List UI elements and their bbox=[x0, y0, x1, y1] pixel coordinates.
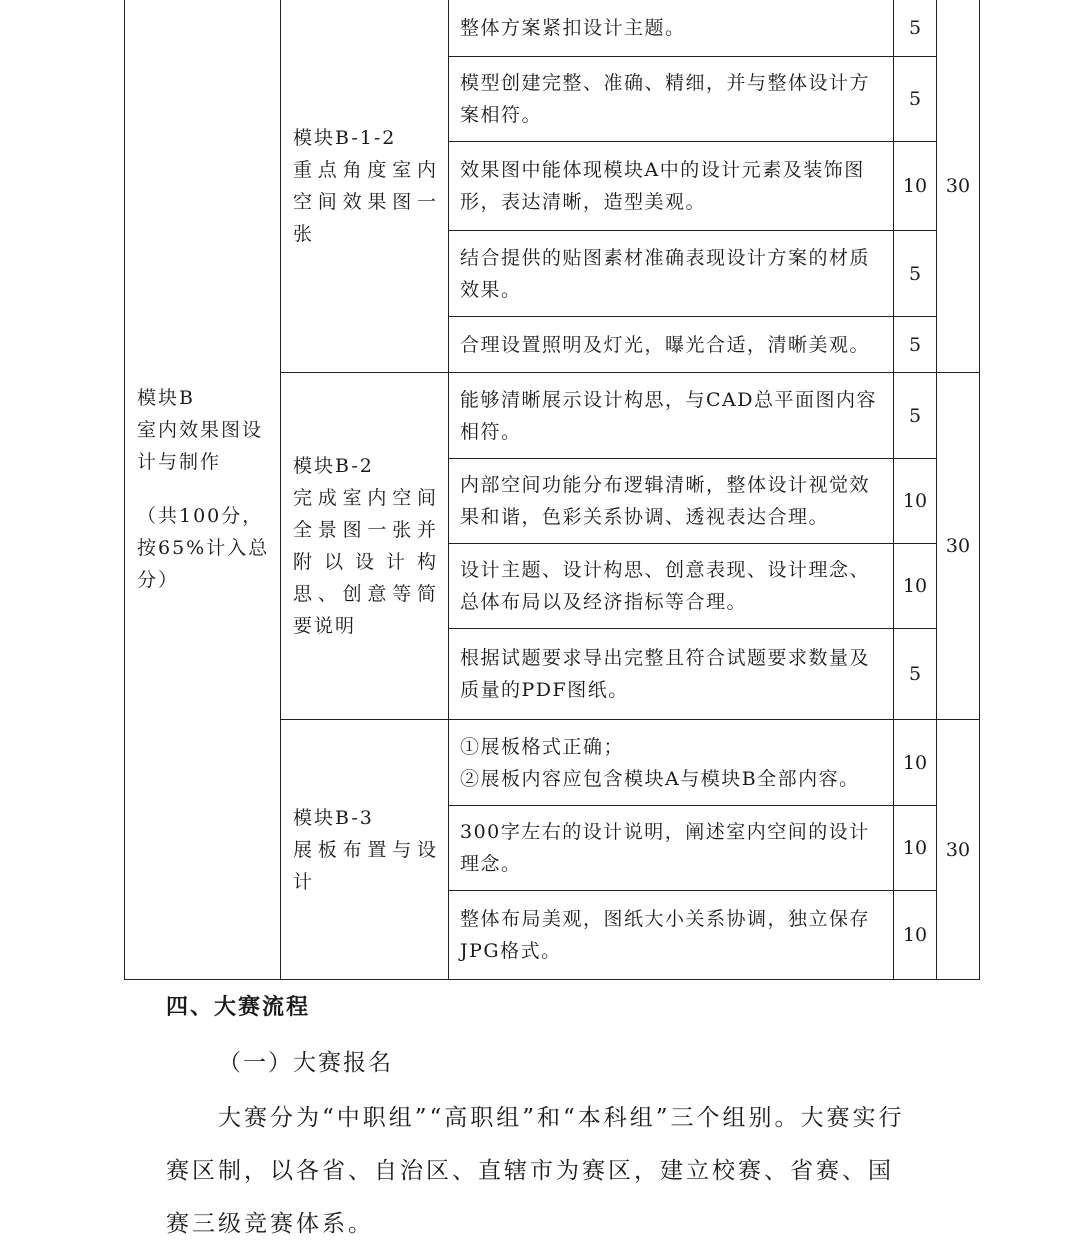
criterion-points: 5 bbox=[894, 317, 937, 373]
scoring-table bbox=[124, 0, 980, 980]
module-b-score-note: （共100分，按65%计入总分） bbox=[137, 505, 270, 591]
criterion-text: 能够清晰展示设计构思，与CAD总平面图内容相符。 bbox=[449, 373, 894, 459]
body-paragraph: 大赛分为“中职组”“高职组”和“本科组”三个组别。大赛实行赛区制，以各省、自治区、直辖市为赛区，建立校赛、省赛、国赛三级竞赛体系。 bbox=[166, 1105, 905, 1237]
criterion-points: 5 bbox=[894, 231, 937, 317]
criterion-text: 300字左右的设计说明，阐述室内空间的设计理念。 bbox=[449, 806, 894, 891]
criterion-points: 5 bbox=[894, 57, 937, 142]
criterion-points: 5 bbox=[894, 0, 937, 57]
section-desc: 重点角度室内空间效果图一张 bbox=[293, 158, 438, 245]
table-row bbox=[125, 0, 980, 57]
criterion-text: 设计主题、设计构思、创意表现、设计理念、总体布局以及经济指标等合理。 bbox=[449, 544, 894, 629]
section-total: 30 bbox=[937, 720, 980, 980]
subsection-heading: （一）大赛报名 bbox=[218, 1050, 393, 1076]
criterion-text: 模型创建完整、准确、精细，并与整体设计方案相符。 bbox=[449, 57, 894, 142]
criterion-points: 5 bbox=[894, 373, 937, 459]
criterion-text: 内部空间功能分布逻辑清晰，整体设计视觉效果和谐，色彩关系协调、透视表达合理。 bbox=[449, 459, 894, 544]
section-desc: 完成室内空间全景图一张并附以设计构思、创意等简要说明 bbox=[293, 487, 438, 637]
criterion-text: 合理设置照明及灯光，曝光合适，清晰美观。 bbox=[449, 317, 894, 373]
criterion-points: 10 bbox=[894, 142, 937, 231]
section-total: 30 bbox=[937, 373, 980, 720]
module-b-cell bbox=[125, 0, 281, 980]
criterion-points: 10 bbox=[894, 720, 937, 806]
criterion-text: 根据试题要求导出完整且符合试题要求数量及质量的PDF图纸。 bbox=[449, 629, 894, 720]
section-desc: 展板布置与设计 bbox=[293, 838, 438, 893]
section-label: 模块B-1-2 bbox=[293, 126, 397, 149]
criterion-points: 10 bbox=[894, 544, 937, 629]
criterion-line: ①展板格式正确； bbox=[460, 735, 625, 758]
criterion-points: 10 bbox=[894, 806, 937, 891]
section-b-2-cell bbox=[281, 373, 449, 720]
module-b-title: 室内效果图设计与制作 bbox=[137, 419, 264, 473]
criterion-line: ②展板内容应包含模块A与模块B全部内容。 bbox=[460, 767, 860, 790]
criterion-points: 5 bbox=[894, 629, 937, 720]
section-b-3-cell bbox=[281, 720, 449, 980]
section-heading: 四、大赛流程 bbox=[166, 995, 311, 1020]
criterion-points: 10 bbox=[894, 891, 937, 980]
criterion-text bbox=[449, 720, 894, 806]
criterion-points: 10 bbox=[894, 459, 937, 544]
criterion-text: 结合提供的贴图素材准确表现设计方案的材质效果。 bbox=[449, 231, 894, 317]
criterion-text: 整体方案紧扣设计主题。 bbox=[449, 0, 894, 57]
section-label: 模块B-3 bbox=[293, 806, 374, 829]
section-b-1-2-cell bbox=[281, 0, 449, 373]
criterion-text: 效果图中能体现模块A中的设计元素及装饰图形，表达清晰，造型美观。 bbox=[449, 142, 894, 231]
section-label: 模块B-2 bbox=[293, 455, 374, 477]
criterion-text: 整体布局美观，图纸大小关系协调，独立保存JPG格式。 bbox=[449, 891, 894, 980]
module-b-name: 模块B bbox=[137, 387, 195, 409]
section-total: 30 bbox=[937, 0, 980, 373]
